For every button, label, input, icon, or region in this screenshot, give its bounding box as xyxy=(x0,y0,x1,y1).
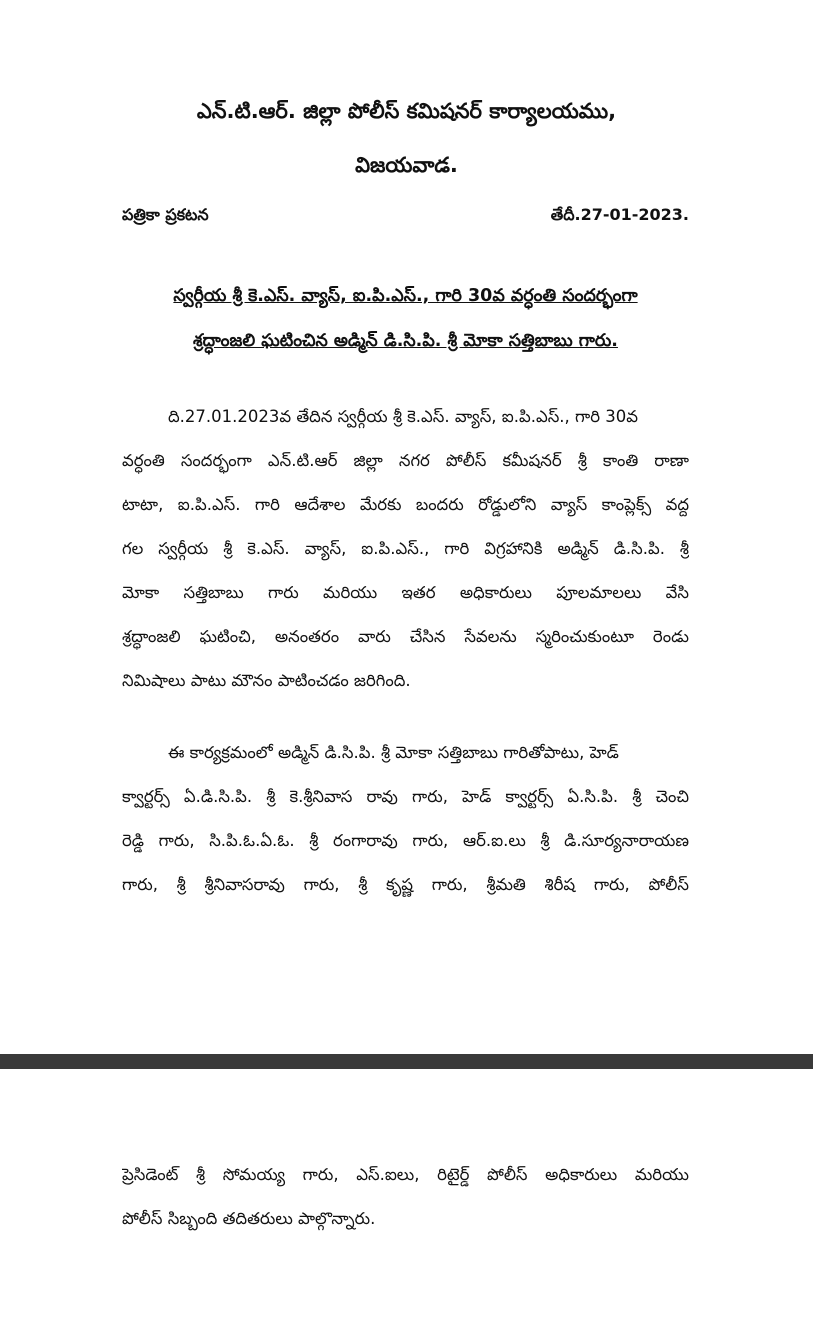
city-title: విజయవాడ. xyxy=(355,153,458,177)
paragraph-2-line: గారు, శ్రీ శ్రీనివాసరావు గారు, శ్రీ కృష్ణ గారు, శ్రీమతి శిరీష గారు, పోలీస్ xyxy=(122,875,689,894)
office-title: ఎన్.టి.ఆర్. జిల్లా పోలీస్ కమిషనర్ కార్యాలయము, xyxy=(196,99,617,123)
paragraph-2-line: క్వార్టర్స్ ఏ.డి.సి.పి. శ్రీ కె.శ్రీనివాస రావు గారు, హెడ్ క్వార్టర్స్ ఏ.సి.పి. శ్రీ చెంచి xyxy=(122,787,689,806)
paragraph-1-line: టాటా, ఐ.పి.ఎస్. గారి ఆదేశాల మేరకు బందరు రోడ్డులోని వ్యాస్ కాంప్లెక్స్ వద్ద xyxy=(122,495,689,514)
paragraph-1-line: నిమిషాలు పాటు మౌనం పాటించడం జరిగింది. xyxy=(122,671,411,690)
paragraph-2-line: రెడ్డి గారు, సి.పి.ఓ.ఏ.ఓ. శ్రీ రంగారావు గారు, ఆర్.ఐ.లు శ్రీ డి.సూర్యనారాయణ xyxy=(122,831,689,850)
document-type: పత్రికా ప్రకటన xyxy=(122,205,209,224)
paragraph-1-line: ది.27.01.2023వ తేదిన స్వర్గీయ శ్రీ కె.ఎస్. వ్యాస్, ఐ.పి.ఎస్., గారి 30వ xyxy=(168,407,638,426)
paragraph-1-line: వర్ధంతి సందర్భంగా ఎన్.టి.ఆర్ జిల్లా నగర పోలీస్ కమీషనర్ శ్రీ కాంతి రాణా xyxy=(122,451,689,470)
paragraph-2-continued-line: పోలీస్ సిబ్బంది తదితరులు పాల్గొన్నారు. xyxy=(122,1209,376,1228)
page-separator xyxy=(0,1054,813,1069)
paragraph-1-line: గల స్వర్గీయ శ్రీ కె.ఎస్. వ్యాస్, ఐ.పి.ఎస్., గారి విగ్రహానికి అడ్మిన్ డి.సి.పి. శ్రీ xyxy=(122,539,689,558)
paragraph-1-line: మోకా సత్తిబాబు గారు మరియు ఇతర అధికారులు పూలమాలలు వేసి xyxy=(122,583,689,602)
subject-line: స్వర్గీయ శ్రీ కె.ఎస్. వ్యాస్, ఐ.పి.ఎస్., గారి 30వ వర్ధంతి సందర్భంగా xyxy=(173,286,638,306)
page-2 xyxy=(0,1069,813,1329)
subject-line: శ్రద్ధాంజలి ఘటించిన అడ్మిన్ డి.సి.పి. శ్రీ మోకా సత్తిబాబు గారు. xyxy=(193,331,618,351)
document-date: తేదీ.27-01-2023. xyxy=(550,205,689,224)
paragraph-2-line: ఈ కార్యక్రమంలో అడ్మిన్ డి.సి.పి. శ్రీ మోకా సత్తిబాబు గారితోపాటు, హెడ్ xyxy=(168,743,619,762)
paragraph-2-continued-line: ప్రెసిడెంట్ శ్రీ సోమయ్య గారు, ఎస్.ఐలు, రిటైర్డ్ పోలీస్ అధికారులు మరియు xyxy=(122,1165,689,1184)
paragraph-1-line: శ్రద్ధాంజలి ఘటించి, అనంతరం వారు చేసిన సేవలను స్మరించుకుంటూ రెండు xyxy=(122,627,689,646)
